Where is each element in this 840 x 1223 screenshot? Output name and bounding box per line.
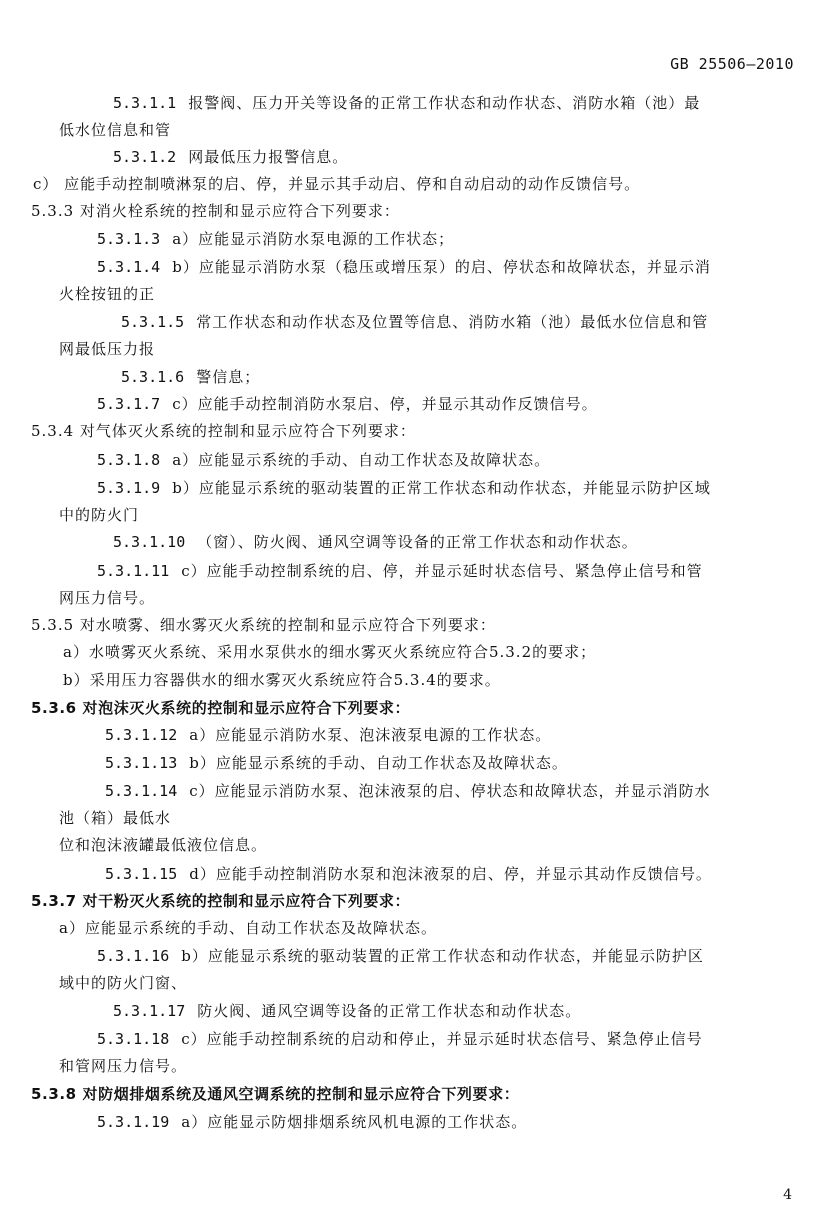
text-line (63, 642, 596, 662)
line-text: 5.3.5 对水喷雾、细水雾灭火系统的控制和显示应符合下列要求： (31, 616, 496, 634)
line-text: b）应能显示消防水泵（稳压或增压泵）的启、停状态和故障状态，并显示消 (172, 258, 711, 276)
clause-number: 5.3.1.13 (105, 754, 178, 772)
text-line (97, 229, 454, 249)
text-line (59, 120, 171, 140)
clause-number: 5.3.1.1 (113, 94, 177, 112)
text-line (59, 918, 437, 938)
line-text: 网压力信号。 (59, 589, 156, 607)
line-text: a）应能显示系统的手动、自动工作状态及故障状态。 (172, 451, 551, 469)
line-text: 网最低压力报警信息。 (188, 148, 349, 166)
section-heading (31, 1084, 519, 1104)
section-heading (31, 421, 416, 441)
text-line (97, 561, 703, 581)
text-line (121, 367, 260, 387)
text-line (97, 257, 711, 277)
text-line (33, 174, 640, 194)
clause-number: 5.3.1.6 (121, 368, 185, 386)
line-text: 池（箱）最低水 (59, 809, 172, 827)
clause-number: 5.3.1.19 (97, 1113, 170, 1131)
text-line (59, 835, 267, 855)
text-line (59, 1056, 187, 1076)
text-line (105, 864, 712, 884)
clause-number: 5.3.1.2 (113, 148, 177, 166)
line-text: 5.3.8 对防烟排烟系统及通风空调系统的控制和显示应符合下列要求： (31, 1085, 520, 1103)
clause-number: 5.3.1.11 (97, 562, 170, 580)
clause-number: 5.3.1.17 (113, 1002, 186, 1020)
text-line (97, 1029, 703, 1049)
standard-number: GB 25506—2010 (670, 55, 794, 73)
line-text: 中的防火门 (59, 506, 140, 524)
clause-number: 5.3.1.9 (97, 479, 161, 497)
line-text: c）应能手动控制系统的启动和停止，并显示延时状态信号、紧急停止信号 (181, 1030, 703, 1048)
line-text: a）应能显示消防水泵电源的工作状态； (172, 230, 455, 248)
text-line (105, 753, 568, 773)
text-line (59, 284, 155, 304)
line-text: 火栓按钮的正 (59, 285, 156, 303)
line-text: 常工作状态和动作状态及位置等信息、消防水箱（池）最低水位信息和管 (196, 313, 709, 331)
line-text: a）应能显示系统的手动、自动工作状态及故障状态。 (59, 919, 437, 937)
line-text: a）水喷雾灭火系统、采用水泵供水的细水雾灭火系统应符合5.3.2的要求； (63, 643, 597, 661)
line-text: 报警阀、压力开关等设备的正常工作状态和动作状态、消防水箱（池）最 (188, 94, 701, 112)
line-text: 防火阀、通风空调等设备的正常工作状态和动作状态。 (197, 1002, 582, 1020)
text-line (59, 808, 171, 828)
text-line (121, 312, 708, 332)
section-heading (31, 615, 496, 635)
section-heading (31, 698, 410, 718)
line-text: c） 应能手动控制喷淋泵的启、停，并显示其手动启、停和自动启动的动作反馈信号。 (33, 175, 641, 193)
line-text: c）应能显示消防水泵、泡沫液泵的启、停状态和故障状态，并显示消防水 (189, 782, 711, 800)
clause-number: 5.3.1.5 (121, 313, 185, 331)
text-line (63, 670, 501, 690)
clause-number: 5.3.1.10 (113, 533, 186, 551)
line-text: 5.3.3 对消火栓系统的控制和显示应符合下列要求： (31, 202, 400, 220)
line-text: b）应能显示系统的驱动装置的正常工作状态和动作状态，并能显示防护区域 (172, 479, 711, 497)
line-text: b）采用压力容器供水的细水雾灭火系统应符合5.3.4的要求。 (63, 671, 501, 689)
line-text: b）应能显示系统的驱动装置的正常工作状态和动作状态，并能显示防护区 (181, 947, 704, 965)
clause-number: 5.3.1.18 (97, 1030, 170, 1048)
clause-number: 5.3.1.8 (97, 451, 161, 469)
text-line (97, 946, 704, 966)
line-text: 和管网压力信号。 (59, 1057, 188, 1075)
line-text: 5.3.7 对干粉灭火系统的控制和显示应符合下列要求： (31, 892, 411, 910)
text-line (105, 781, 711, 801)
line-text: 5.3.6 对泡沫灭火系统的控制和显示应符合下列要求： (31, 699, 411, 717)
line-text: d）应能手动控制消防水泵和泡沫液泵的启、停，并显示其动作反馈信号。 (189, 865, 712, 883)
text-line (97, 478, 711, 498)
clause-number: 5.3.1.16 (97, 947, 170, 965)
text-line (113, 93, 700, 113)
line-text: c）应能手动控制系统的启、停，并显示延时状态信号、紧急停止信号和管 (181, 562, 703, 580)
line-text: （窗）、防火阀、通风空调等设备的正常工作状态和动作状态。 (197, 533, 638, 551)
text-line (113, 1001, 581, 1021)
section-heading (31, 891, 410, 911)
clause-number: 5.3.1.15 (105, 865, 178, 883)
text-line (59, 505, 139, 525)
text-line (105, 725, 551, 745)
line-text: 域中的防火门窗、 (59, 974, 188, 992)
line-text: a）应能显示防烟排烟系统风机电源的工作状态。 (181, 1113, 528, 1131)
line-text: 网最低压力报 (59, 340, 156, 358)
clause-number: 5.3.1.14 (105, 782, 178, 800)
text-line (97, 394, 598, 414)
text-line (113, 532, 638, 552)
clause-number: 5.3.1.12 (105, 726, 178, 744)
line-text: b）应能显示系统的手动、自动工作状态及故障状态。 (189, 754, 568, 772)
clause-number: 5.3.1.4 (97, 258, 161, 276)
clause-number: 5.3.1.3 (97, 230, 161, 248)
line-text: c）应能手动控制消防水泵启、停，并显示其动作反馈信号。 (172, 395, 598, 413)
line-text: 位和泡沫液罐最低液位信息。 (59, 836, 268, 854)
line-text: 5.3.4 对气体灭火系统的控制和显示应符合下列要求： (31, 422, 416, 440)
text-line (97, 1112, 527, 1132)
page-number: 4 (783, 1187, 792, 1203)
section-heading (31, 201, 400, 221)
text-line (113, 147, 348, 167)
line-text: 警信息； (196, 368, 261, 386)
text-line (59, 339, 155, 359)
line-text: a）应能显示消防水泵、泡沫液泵电源的工作状态。 (189, 726, 552, 744)
line-text: 低水位信息和管 (59, 121, 172, 139)
text-line (59, 588, 155, 608)
text-line (97, 450, 550, 470)
clause-number: 5.3.1.7 (97, 395, 161, 413)
text-line (59, 973, 187, 993)
